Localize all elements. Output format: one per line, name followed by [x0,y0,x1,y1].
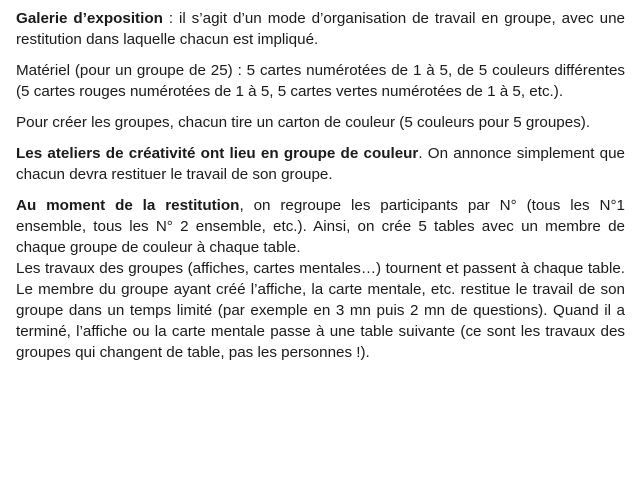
paragraph-text: : il s’agit d’un mode d’organisation de travail en groupe, avec une restitution dans laquelle chacun est impliqué. [16,10,626,48]
term-ateliers: Les ateliers de créativité ont lieu en groupe de couleur [16,145,419,162]
paragraph-text: Pour créer les groupes, chacun tire un carton de couleur (5 couleurs pour 5 groupes). [16,114,591,131]
term-galerie: Galerie d’exposition [16,10,163,27]
paragraph-groupes [16,112,625,133]
paragraph-galerie [16,8,625,50]
document-body [16,8,625,373]
paragraph-text-continued: Les travaux des groupes (affiches, cartes mentales…) tournent et passent à chaque table. Le membre du groupe ayant créé l’affiche, la carte mentale, etc. restitue le travail de son groupe dans un temps limité (par exemple en 3 mn puis 2 mn de questions). Quand il a terminé, l’affiche ou la carte mentale passe à une table suivante (ce sont les travaux des groupes qui changent de table, pas les personnes !). [16,260,625,361]
paragraph-restitution [16,195,625,363]
paragraph-text: Matériel (pour un groupe de 25) : 5 cartes numérotées de 1 à 5, de 5 couleurs différentes (5 cartes rouges numérotées de 1 à 5, 5 cartes vertes numérotées de 1 à 5, etc.). [16,62,625,100]
paragraph-materiel [16,60,625,102]
paragraph-text: . On annonce simplement que chacun devra restituer le travail de son groupe. [16,145,625,183]
paragraph-text: , on regroupe les participants par N° (tous les N°1 ensemble, tous les N° 2 ensemble, etc.). Ainsi, on crée 5 tables avec un membre de chaque groupe de couleur à chaque table. [16,197,626,256]
paragraph-ateliers [16,143,625,185]
term-restitution: Au moment de la restitution [16,197,240,214]
